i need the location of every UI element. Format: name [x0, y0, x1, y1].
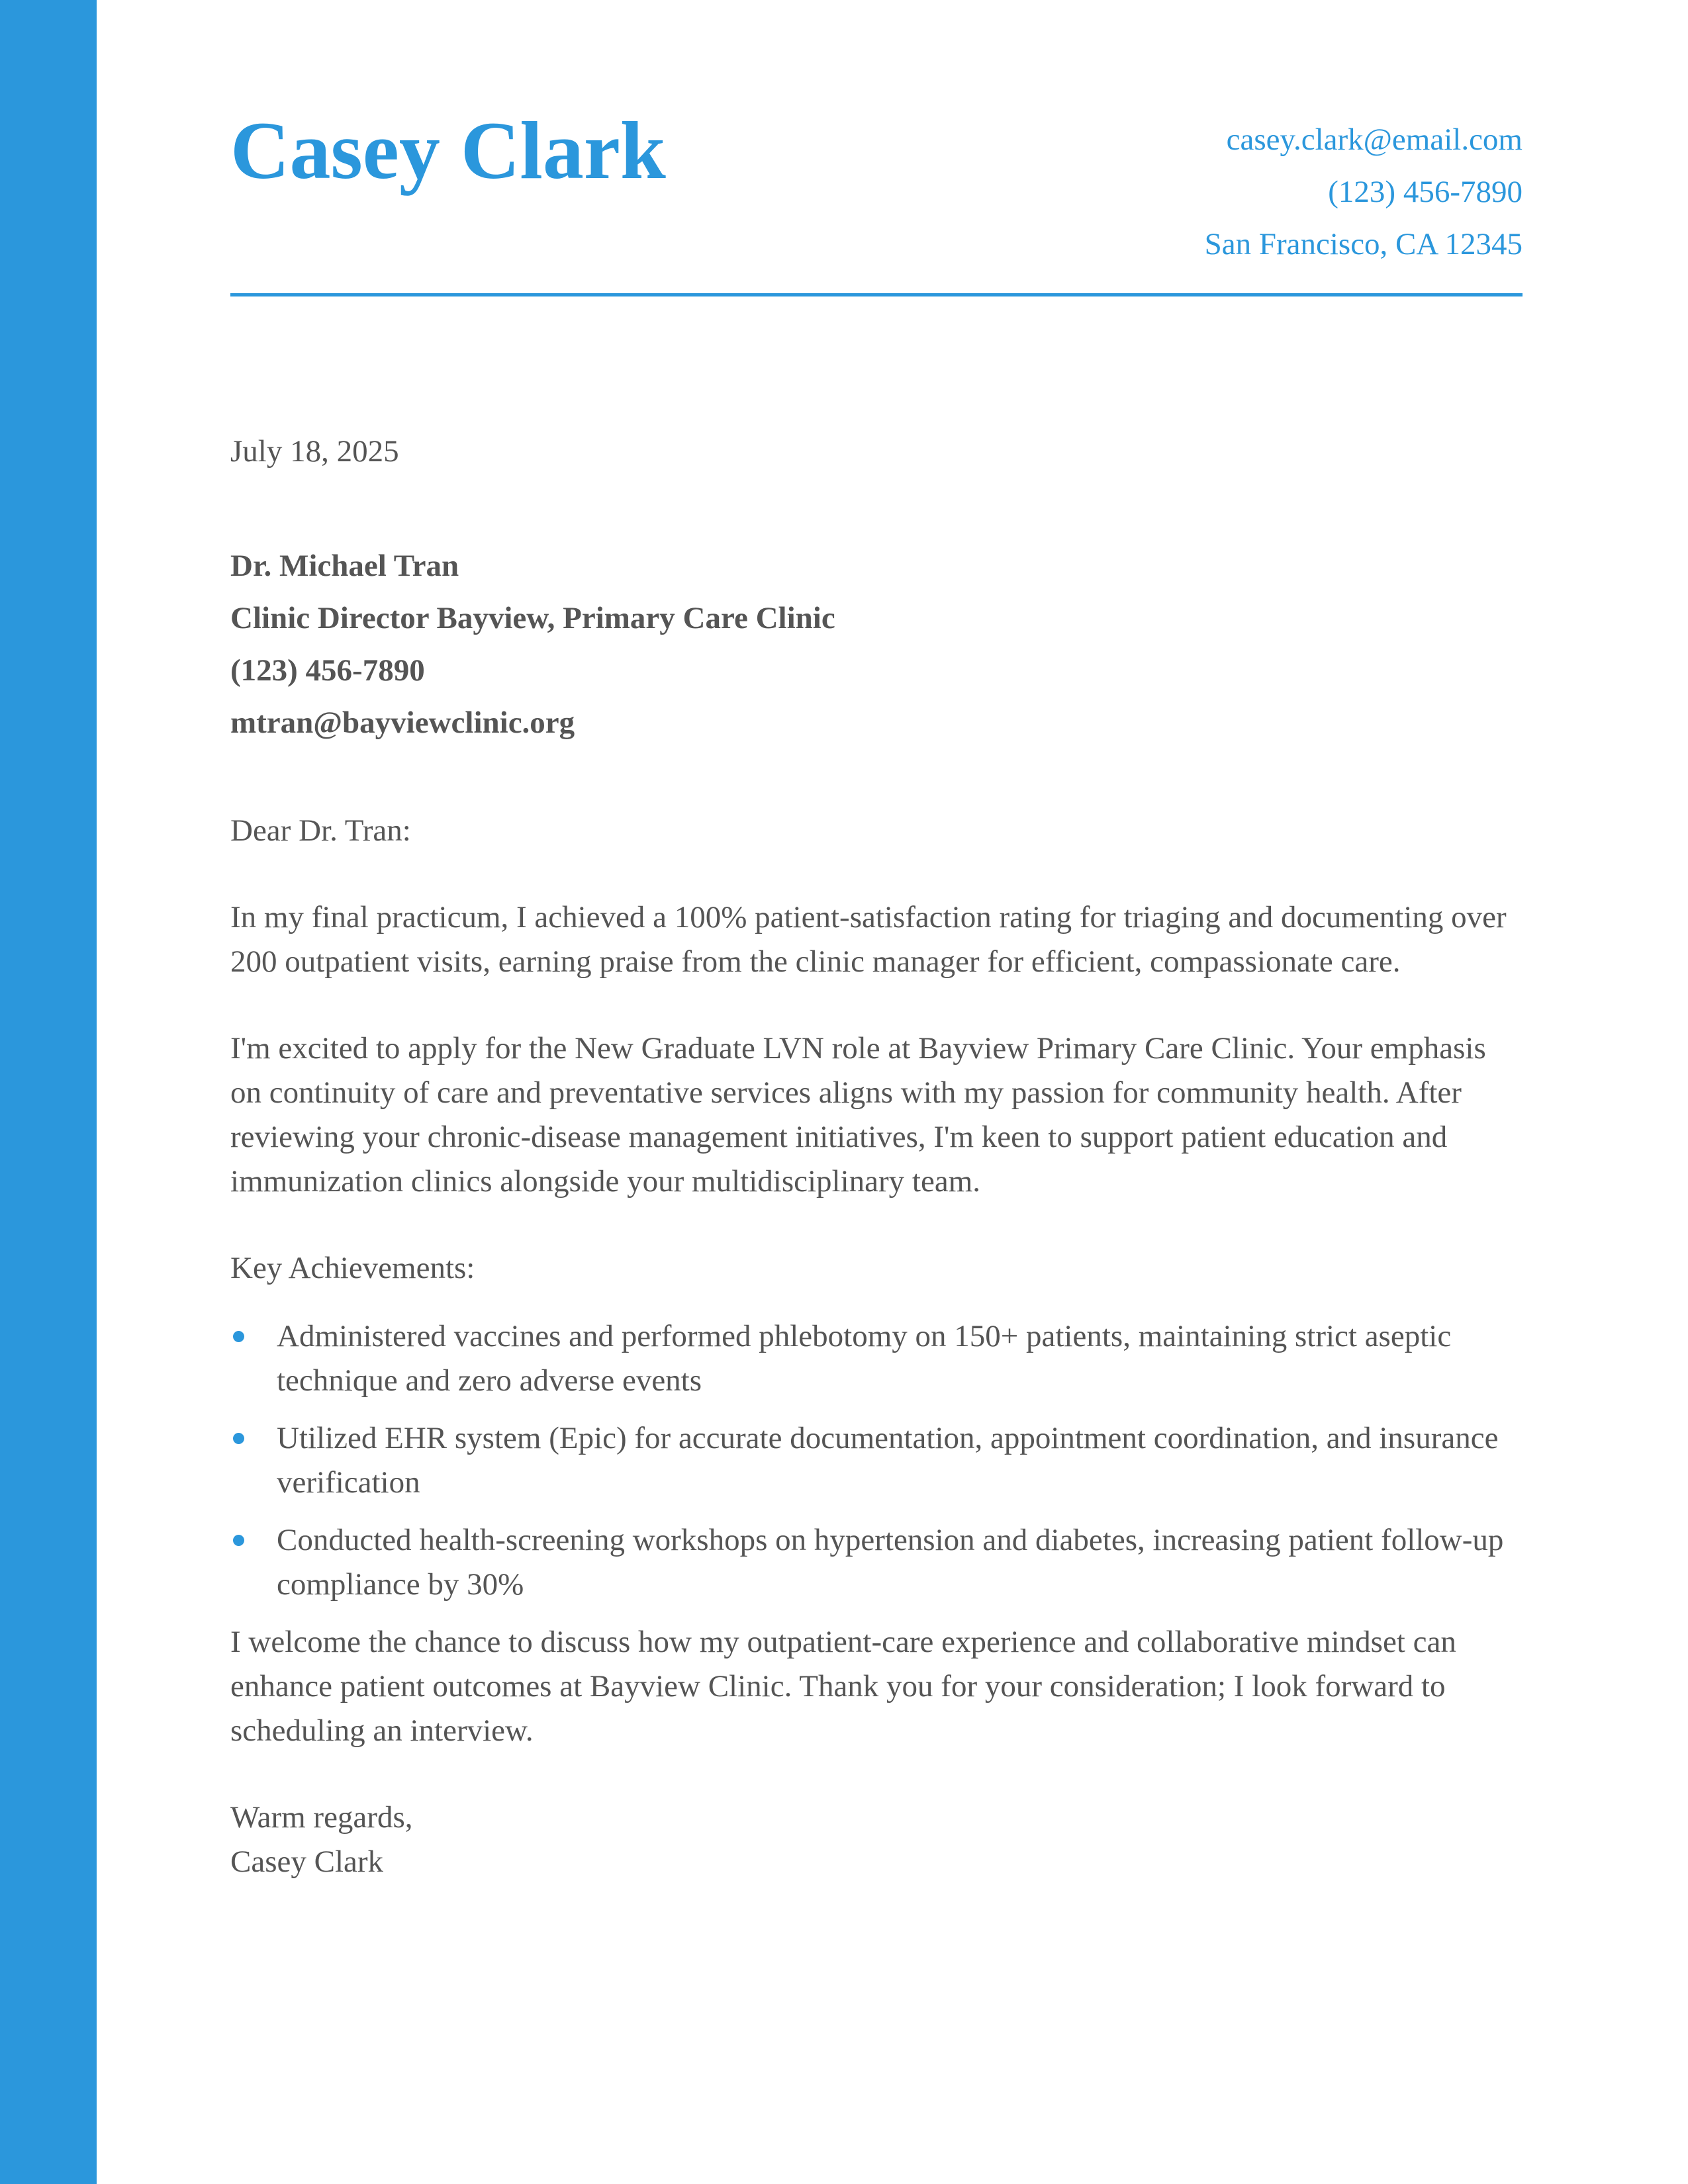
recipient-title: Clinic Director Bayview, Primary Care Clinic — [230, 601, 835, 635]
recipient-email: mtran@bayviewclinic.org — [230, 705, 575, 740]
sender-location: San Francisco, CA 12345 — [1204, 227, 1523, 261]
header-divider — [230, 293, 1523, 296]
sender-phone: (123) 456-7890 — [1328, 175, 1523, 209]
achievement-text: Utilized EHR system (Epic) for accurate documentation, appointment coordination, and insurance verification — [277, 1421, 1499, 1500]
bullet-icon — [233, 1331, 244, 1342]
sender-email: casey.clark@email.com — [1226, 122, 1523, 157]
list-item — [230, 1314, 1523, 1403]
bullet-icon — [233, 1535, 244, 1546]
letter-date: July 18, 2025 — [230, 434, 399, 469]
accent-sidebar — [0, 0, 97, 2184]
achievement-text: Administered vaccines and performed phlebotomy on 150+ patients, maintaining strict aseptic technique and zero adverse events — [277, 1319, 1452, 1398]
list-item — [230, 1416, 1523, 1505]
body-paragraph-2: I'm excited to apply for the New Graduate LVN role at Bayview Primary Care Clinic. Your emphasis on continuity of care and preventative services aligns with my passion for community health. After reviewing your chronic-disease management initiatives, I'm keen to support patient education and immunization clinics alongside your multidisciplinary team. — [230, 1031, 1486, 1199]
recipient-block — [230, 540, 835, 749]
letter-body — [230, 809, 1523, 1884]
salutation: Dear Dr. Tran: — [230, 813, 411, 848]
list-item — [230, 1518, 1523, 1607]
letter-header — [230, 0, 1523, 296]
sender-contact — [1205, 114, 1523, 271]
sender-name: Casey Clark — [230, 105, 666, 196]
closing-paragraph: I welcome the chance to discuss how my outpatient-care experience and collaborative mindset can enhance patient outcomes at Bayview Clinic. Thank you for your consideration; I look forward to scheduling an interview. — [230, 1625, 1456, 1748]
recipient-name: Dr. Michael Tran — [230, 549, 459, 583]
achievement-text: Conducted health-screening workshops on hypertension and diabetes, increasing patient follow-up compliance by 30% — [277, 1523, 1504, 1602]
achievements-list — [230, 1314, 1523, 1607]
sign-off: Warm regards, — [230, 1800, 413, 1835]
achievements-heading: Key Achievements: — [230, 1251, 475, 1285]
letter-page — [230, 0, 1523, 2184]
recipient-phone: (123) 456-7890 — [230, 653, 425, 688]
body-paragraph-1: In my final practicum, I achieved a 100% patient-satisfaction rating for triaging and documenting over 200 outpatient visits, earning praise from the clinic manager for efficient, compassionate care. — [230, 900, 1507, 979]
signature-name: Casey Clark — [230, 1844, 384, 1879]
bullet-icon — [233, 1433, 244, 1444]
